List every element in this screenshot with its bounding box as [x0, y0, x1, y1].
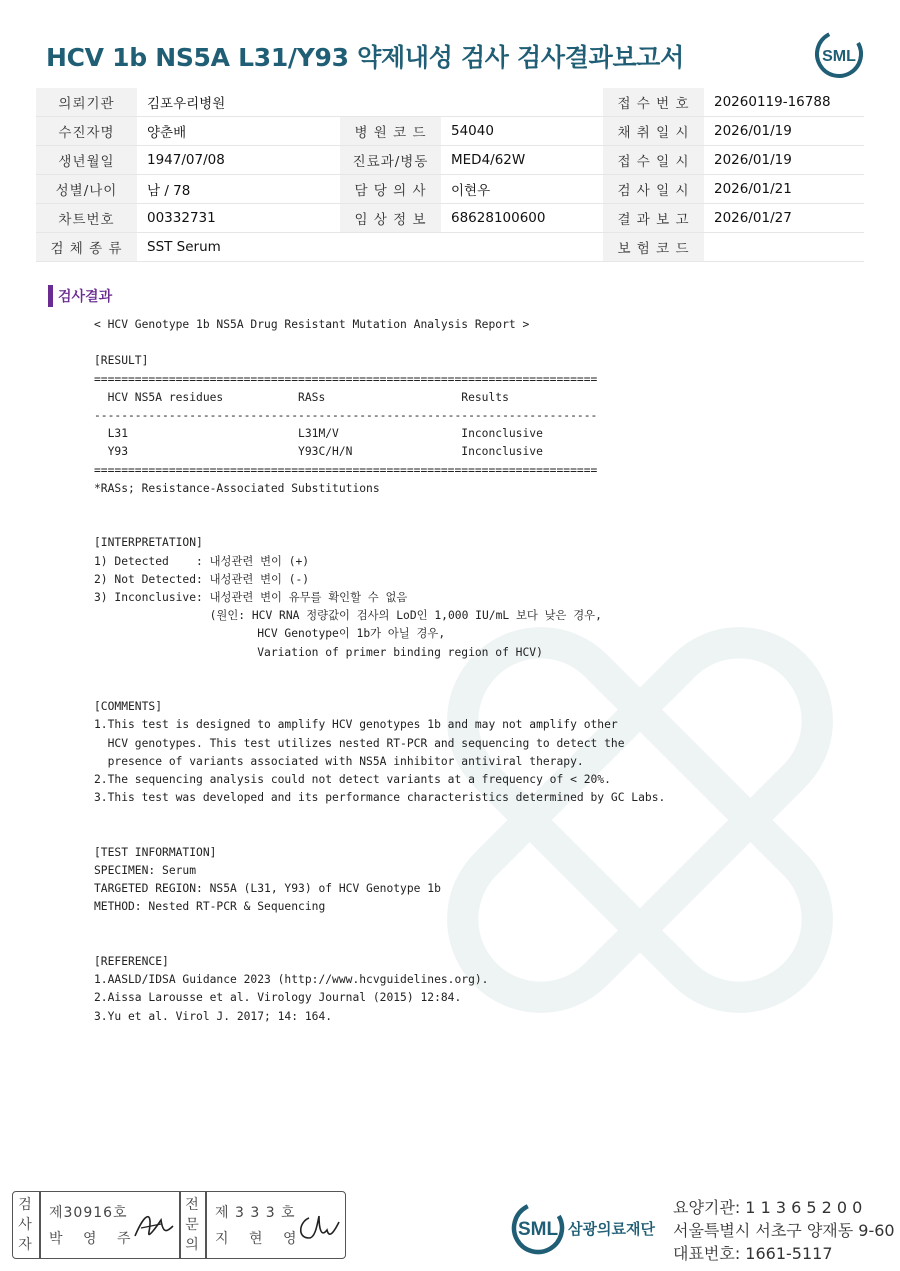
info-value: 00332731 — [137, 204, 340, 233]
report-line: [RESULT] — [94, 354, 149, 368]
sml-logo-text: SML — [822, 48, 856, 65]
report-line: [COMMENTS] — [94, 700, 163, 714]
footer-sml-logo — [510, 1198, 570, 1258]
report-line: *RASs; Resistance-Associated Substitutions — [94, 481, 380, 495]
info-label: 접 수 번 호 — [603, 88, 704, 117]
info-value: 68628100600 — [441, 204, 603, 233]
info-value: 54040 — [441, 117, 603, 146]
info-label: 담 당 의 사 — [340, 175, 441, 204]
report-line: (원인: HCV RNA 정량값이 검사의 LoD인 1,000 IU/mL 보다 낮은 경우, — [94, 609, 602, 623]
report-line: 1.This test is designed to amplify HCV genotypes 1b and may not amplify other — [94, 718, 618, 732]
info-label: 임 상 정 보 — [340, 204, 441, 233]
footer-address: 서울특별시 서초구 양재동 9-60 — [673, 1221, 895, 1240]
report-line — [94, 807, 665, 825]
info-label: 결 과 보 고 — [603, 204, 704, 233]
report-line: < HCV Genotype 1b NS5A Drug Resistant Mutation Analysis Report > — [94, 318, 530, 331]
report-line: [TEST INFORMATION] — [94, 845, 217, 859]
tester-license: 제30916호 — [49, 1205, 128, 1221]
report-line: -------------------------------------------------------------------------- — [94, 409, 598, 422]
info-row — [36, 117, 864, 146]
info-label: 접 수 일 시 — [603, 146, 704, 175]
report-line: [INTERPRETATION] — [94, 536, 203, 550]
report-line — [94, 826, 665, 844]
info-value: 20260119-16788 — [704, 88, 864, 117]
report-line: 1.AASLD/IDSA Guidance 2023 (http://www.hcvguidelines.org). — [94, 973, 489, 987]
report-line: ========================================================================== — [94, 463, 598, 477]
report-line: [REFERENCE] — [94, 954, 169, 968]
section-title: 검사결과 — [58, 289, 113, 305]
info-label: 병 원 코 드 — [340, 117, 441, 146]
report-line: 3.This test was developed and its performance characteristics determined by GC Labs. — [94, 791, 666, 805]
info-value: 양춘배 — [137, 117, 340, 146]
sml-logo — [813, 28, 865, 80]
label-char: 사 — [18, 1217, 32, 1233]
specialist-license: 제 3 3 3 호 — [215, 1205, 296, 1221]
report-line: HCV Genotype이 1b가 아닐 경우, — [94, 627, 446, 641]
info-label: 보 험 코 드 — [603, 233, 704, 262]
footer-contact — [673, 1196, 895, 1265]
report-line: TARGETED REGION: NS5A (L31, Y93) of HCV Genotype 1b — [94, 882, 441, 896]
info-value: SST Serum — [137, 233, 340, 262]
tester-label — [13, 1192, 37, 1258]
info-value: 이현우 — [441, 175, 603, 204]
report-line: 3) Inconclusive: 내성관련 변이 유무를 확인할 수 없음 — [94, 591, 408, 604]
specialist-label — [180, 1192, 204, 1258]
label-char: 검 — [18, 1197, 32, 1213]
report-line: 3.Yu et al. Virol J. 2017; 14: 164. — [94, 1009, 333, 1023]
patient-info-table — [36, 88, 864, 262]
signature-box — [12, 1191, 346, 1259]
info-row — [36, 233, 864, 262]
info-label: 검 체 종 류 — [36, 233, 137, 262]
report-line: HCV genotypes. This test utilizes nested RT-PCR and sequencing to detect the — [94, 736, 625, 750]
report-line: ========================================================================== — [94, 372, 598, 386]
info-row — [36, 204, 864, 233]
report-line — [94, 662, 665, 680]
footer-org-name: 삼광의료재단 — [568, 1220, 655, 1238]
report-line — [94, 935, 665, 953]
report-line — [94, 498, 665, 516]
info-label: 의뢰기관 — [36, 88, 137, 117]
info-label: 생년월일 — [36, 146, 137, 175]
tester-signature — [131, 1206, 177, 1246]
footer-logo-text: SML — [517, 1219, 559, 1240]
info-label: 검 사 일 시 — [603, 175, 704, 204]
info-value: 김포우리병원 — [137, 88, 340, 117]
info-row — [36, 146, 864, 175]
specialist-signature — [295, 1208, 343, 1246]
report-line: 1) Detected : 내성관련 변이 (+) — [94, 554, 310, 568]
report-line: Y93 Y93C/H/N Inconclusive — [94, 445, 543, 459]
footer-code: 요양기관: 1 1 3 6 5 2 0 0 — [673, 1198, 863, 1217]
report-body — [94, 316, 665, 1026]
section-marker — [48, 285, 53, 307]
info-row — [36, 175, 864, 204]
label-char: 의 — [185, 1237, 199, 1253]
report-line — [94, 917, 665, 935]
info-label: 채 취 일 시 — [603, 117, 704, 146]
label-char: 자 — [18, 1237, 32, 1253]
report-line: 2) Not Detected: 내성관련 변이 (-) — [94, 572, 310, 586]
report-line: 2.The sequencing analysis could not detect variants at a frequency of < 20%. — [94, 773, 611, 786]
info-row — [36, 88, 864, 117]
info-label: 수진자명 — [36, 117, 137, 146]
info-empty — [441, 233, 603, 262]
info-label: 진료과/병동 — [340, 146, 441, 175]
report-line: Variation of primer binding region of HCV) — [94, 645, 543, 659]
info-empty — [340, 233, 441, 262]
info-label: 성별/나이 — [36, 175, 137, 204]
report-line: 2.Aissa Larousse et al. Virology Journal (2015) 12:84. — [94, 991, 462, 1005]
info-value: 남 / 78 — [137, 175, 340, 204]
tester-name: 박 영 주 — [49, 1231, 139, 1247]
specialist-name: 지 현 영 — [215, 1231, 305, 1247]
info-value — [704, 233, 864, 262]
footer-phone: 대표번호: 1661-5117 — [673, 1244, 833, 1263]
report-line — [94, 680, 665, 698]
report-line — [94, 334, 665, 352]
report-line — [94, 516, 665, 534]
label-char: 전 — [185, 1197, 199, 1213]
info-empty — [441, 88, 603, 117]
label-char: 문 — [185, 1217, 199, 1233]
report-line: L31 L31M/V Inconclusive — [94, 427, 543, 441]
report-line: METHOD: Nested RT-PCR & Sequencing — [94, 900, 326, 914]
report-line: presence of variants associated with NS5A inhibitor antiviral therapy. — [94, 754, 584, 768]
info-value: 2026/01/19 — [704, 146, 864, 175]
info-value: MED4/62W — [441, 146, 603, 175]
page-title: HCV 1b NS5A L31/Y93 약제내성 검사 검사결과보고서 — [46, 43, 684, 72]
report-line: HCV NS5A residues RASs Results — [94, 390, 509, 404]
report-line: SPECIMEN: Serum — [94, 863, 197, 877]
info-label: 차트번호 — [36, 204, 137, 233]
info-value: 1947/07/08 — [137, 146, 340, 175]
info-value: 2026/01/19 — [704, 117, 864, 146]
info-empty — [340, 88, 441, 117]
info-value: 2026/01/27 — [704, 204, 864, 233]
info-value: 2026/01/21 — [704, 175, 864, 204]
